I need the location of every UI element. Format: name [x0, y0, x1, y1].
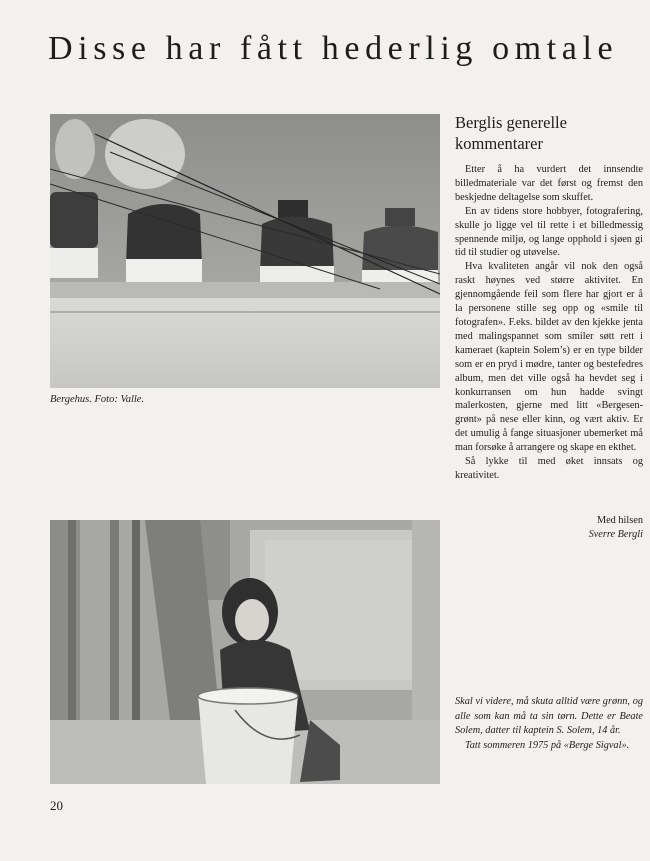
- photo-caption-beate-solem: [455, 695, 643, 753]
- article-paragraph: Hva kvaliteten angår vil nok den også raskt høynes ved større aktivitet. En gjennomgående feil som flere har gjort er å la personene stille seg opp og «smile til fotografen». F.eks. bildet av den kjekke jenta med malingspannet som smiler søtt rett i kameraet (kaptein Solem’s) er en type bilder som er en pryd i mødre, tanter og bestefedres album, men det ville også ha hevdet seg i konkurransen om hun hadde svingt malerkosten, gjerne med litt «Bergesen-grønt» på nese eller kinn, og vært aktiv. Er det umulig å fange situasjoner ubemerket må man forsøke å arrangere og skape en ekthet.: [455, 261, 643, 454]
- photo-girl-paint-bucket: [50, 520, 440, 784]
- article-paragraph: Etter å ha vurdert det innsendte billedmateriale var det først og fremst den beskjedne deltagelse som skuffet.: [455, 164, 643, 203]
- caption-line: Tatt sommeren 1975 på «Berge Sigval».: [465, 739, 630, 751]
- page-title: Disse har fått hederlig omtale: [48, 30, 619, 67]
- page-number: 20: [50, 798, 63, 813]
- closing-text: Med hilsen: [596, 515, 643, 526]
- signature: Sverre Bergli: [588, 528, 643, 540]
- signoff: [455, 514, 643, 542]
- article-paragraph: En av tidens store hobbyer, fotografering, skulle jo ligge vel til rette i et billedmessig spennende miljø, og lange opphold i sjøen gi tid til studier og utøvelse.: [455, 205, 643, 259]
- article-heading: Berglis generelle kommentarer: [455, 113, 567, 153]
- photo-bergehus-funnels: [50, 114, 440, 388]
- bleed-through-shadow: [48, 58, 648, 84]
- article-body: [455, 163, 643, 483]
- article-paragraph: Så lykke til med øket innsats og kreativitet.: [455, 456, 643, 481]
- caption-line: Skal vi videre, må skuta alltid være grønn, og alle som kan må ta sin tørn. Dette er Beate Solem, datter til kaptein S. Solem, 14 år.: [455, 696, 643, 737]
- photo-caption-bergehus: Bergehus. Foto: Valle.: [50, 394, 145, 405]
